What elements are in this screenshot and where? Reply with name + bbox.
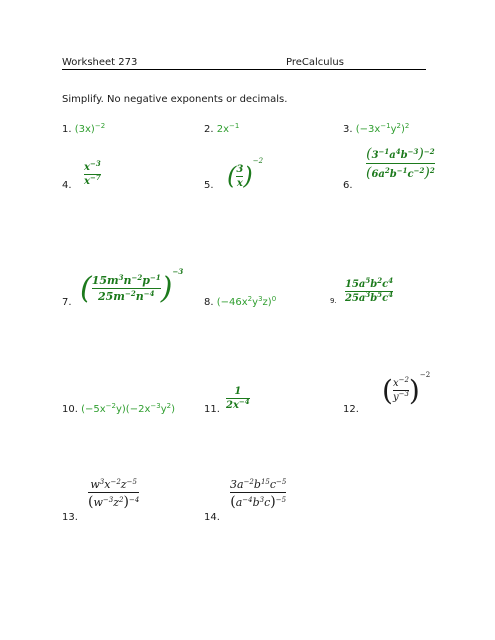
problem-5-expression: ( $\frac{3}{x}$ )$^{-2}$	[227, 156, 264, 190]
header-rule	[62, 69, 426, 70]
problem-3-expression: $(-3x^{-1}y^2)^2$	[355, 122, 410, 135]
problem-7-expression: ( $\frac{15m^3n^{-2}p^{-1}}{25m^{-2}n^{-4}}$ )$^{-3}$	[80, 266, 184, 306]
instructions: Simplify. No negative exponents or decimals.	[62, 94, 288, 105]
course-title: PreCalculus	[286, 57, 344, 68]
problem-4: 4.	[62, 180, 72, 191]
problem-9-expression: $\frac{15a^5b^2c^4}{25a^3b^5c^4}$	[345, 276, 394, 304]
problem-4-expression: $\frac{x^{-3}}{x^{-7}}$	[84, 159, 101, 187]
problem-11-expression: $\frac{1}{2x^{-4}}$	[226, 386, 250, 411]
problem-7: 7.	[62, 297, 72, 308]
problem-13: 13.	[62, 512, 78, 523]
problem-14-expression: $\frac{3a^{-2}b^{15}c^{-5}}{(a^{-4}b^3c)^{-5}}$	[230, 478, 287, 510]
problem-12: 12.	[343, 404, 359, 415]
problem-6-expression: $\frac{(3^{-1}a^4b^{-3})^{-2}}{(6a^2b^{-1}c^{-2})^2}$	[366, 146, 435, 181]
problem-8-expression: $(-46x^2y^3z)^0$	[216, 295, 277, 308]
problem-9: 9.	[330, 297, 337, 305]
problem-10: 10. $(-5x^{-2}y)(-2x^{-3}y^2)$	[62, 402, 175, 415]
problem-1: 1. $(3x)^{-2}$	[62, 122, 106, 135]
problem-10-expression: $(-5x^{-2}y)(-2x^{-3}y^2)$	[81, 402, 175, 415]
problem-13-expression: $\frac{w^3x^{-2}z^{-5}}{(w^{-3}z^2)^{-4}}$	[88, 478, 140, 510]
problem-14: 14.	[204, 512, 220, 523]
problem-11: 11.	[204, 404, 220, 415]
problem-2: 2. $2x^{-1}$	[204, 122, 240, 135]
problem-12-expression: ( $\frac{x^{-2}}{y^{-3}}$ )$^{-2}$	[382, 371, 431, 407]
problem-6: 6.	[343, 180, 353, 191]
problem-1-expression: $(3x)^{-2}$	[74, 122, 106, 135]
worksheet-title: Worksheet 273	[62, 57, 138, 68]
problem-8: 8. $(-46x^2y^3z)^0$	[204, 295, 277, 308]
problem-5: 5.	[204, 180, 214, 191]
problem-3: 3. $(-3x^{-1}y^2)^2$	[343, 122, 410, 135]
problem-2-expression: $2x^{-1}$	[216, 122, 240, 135]
